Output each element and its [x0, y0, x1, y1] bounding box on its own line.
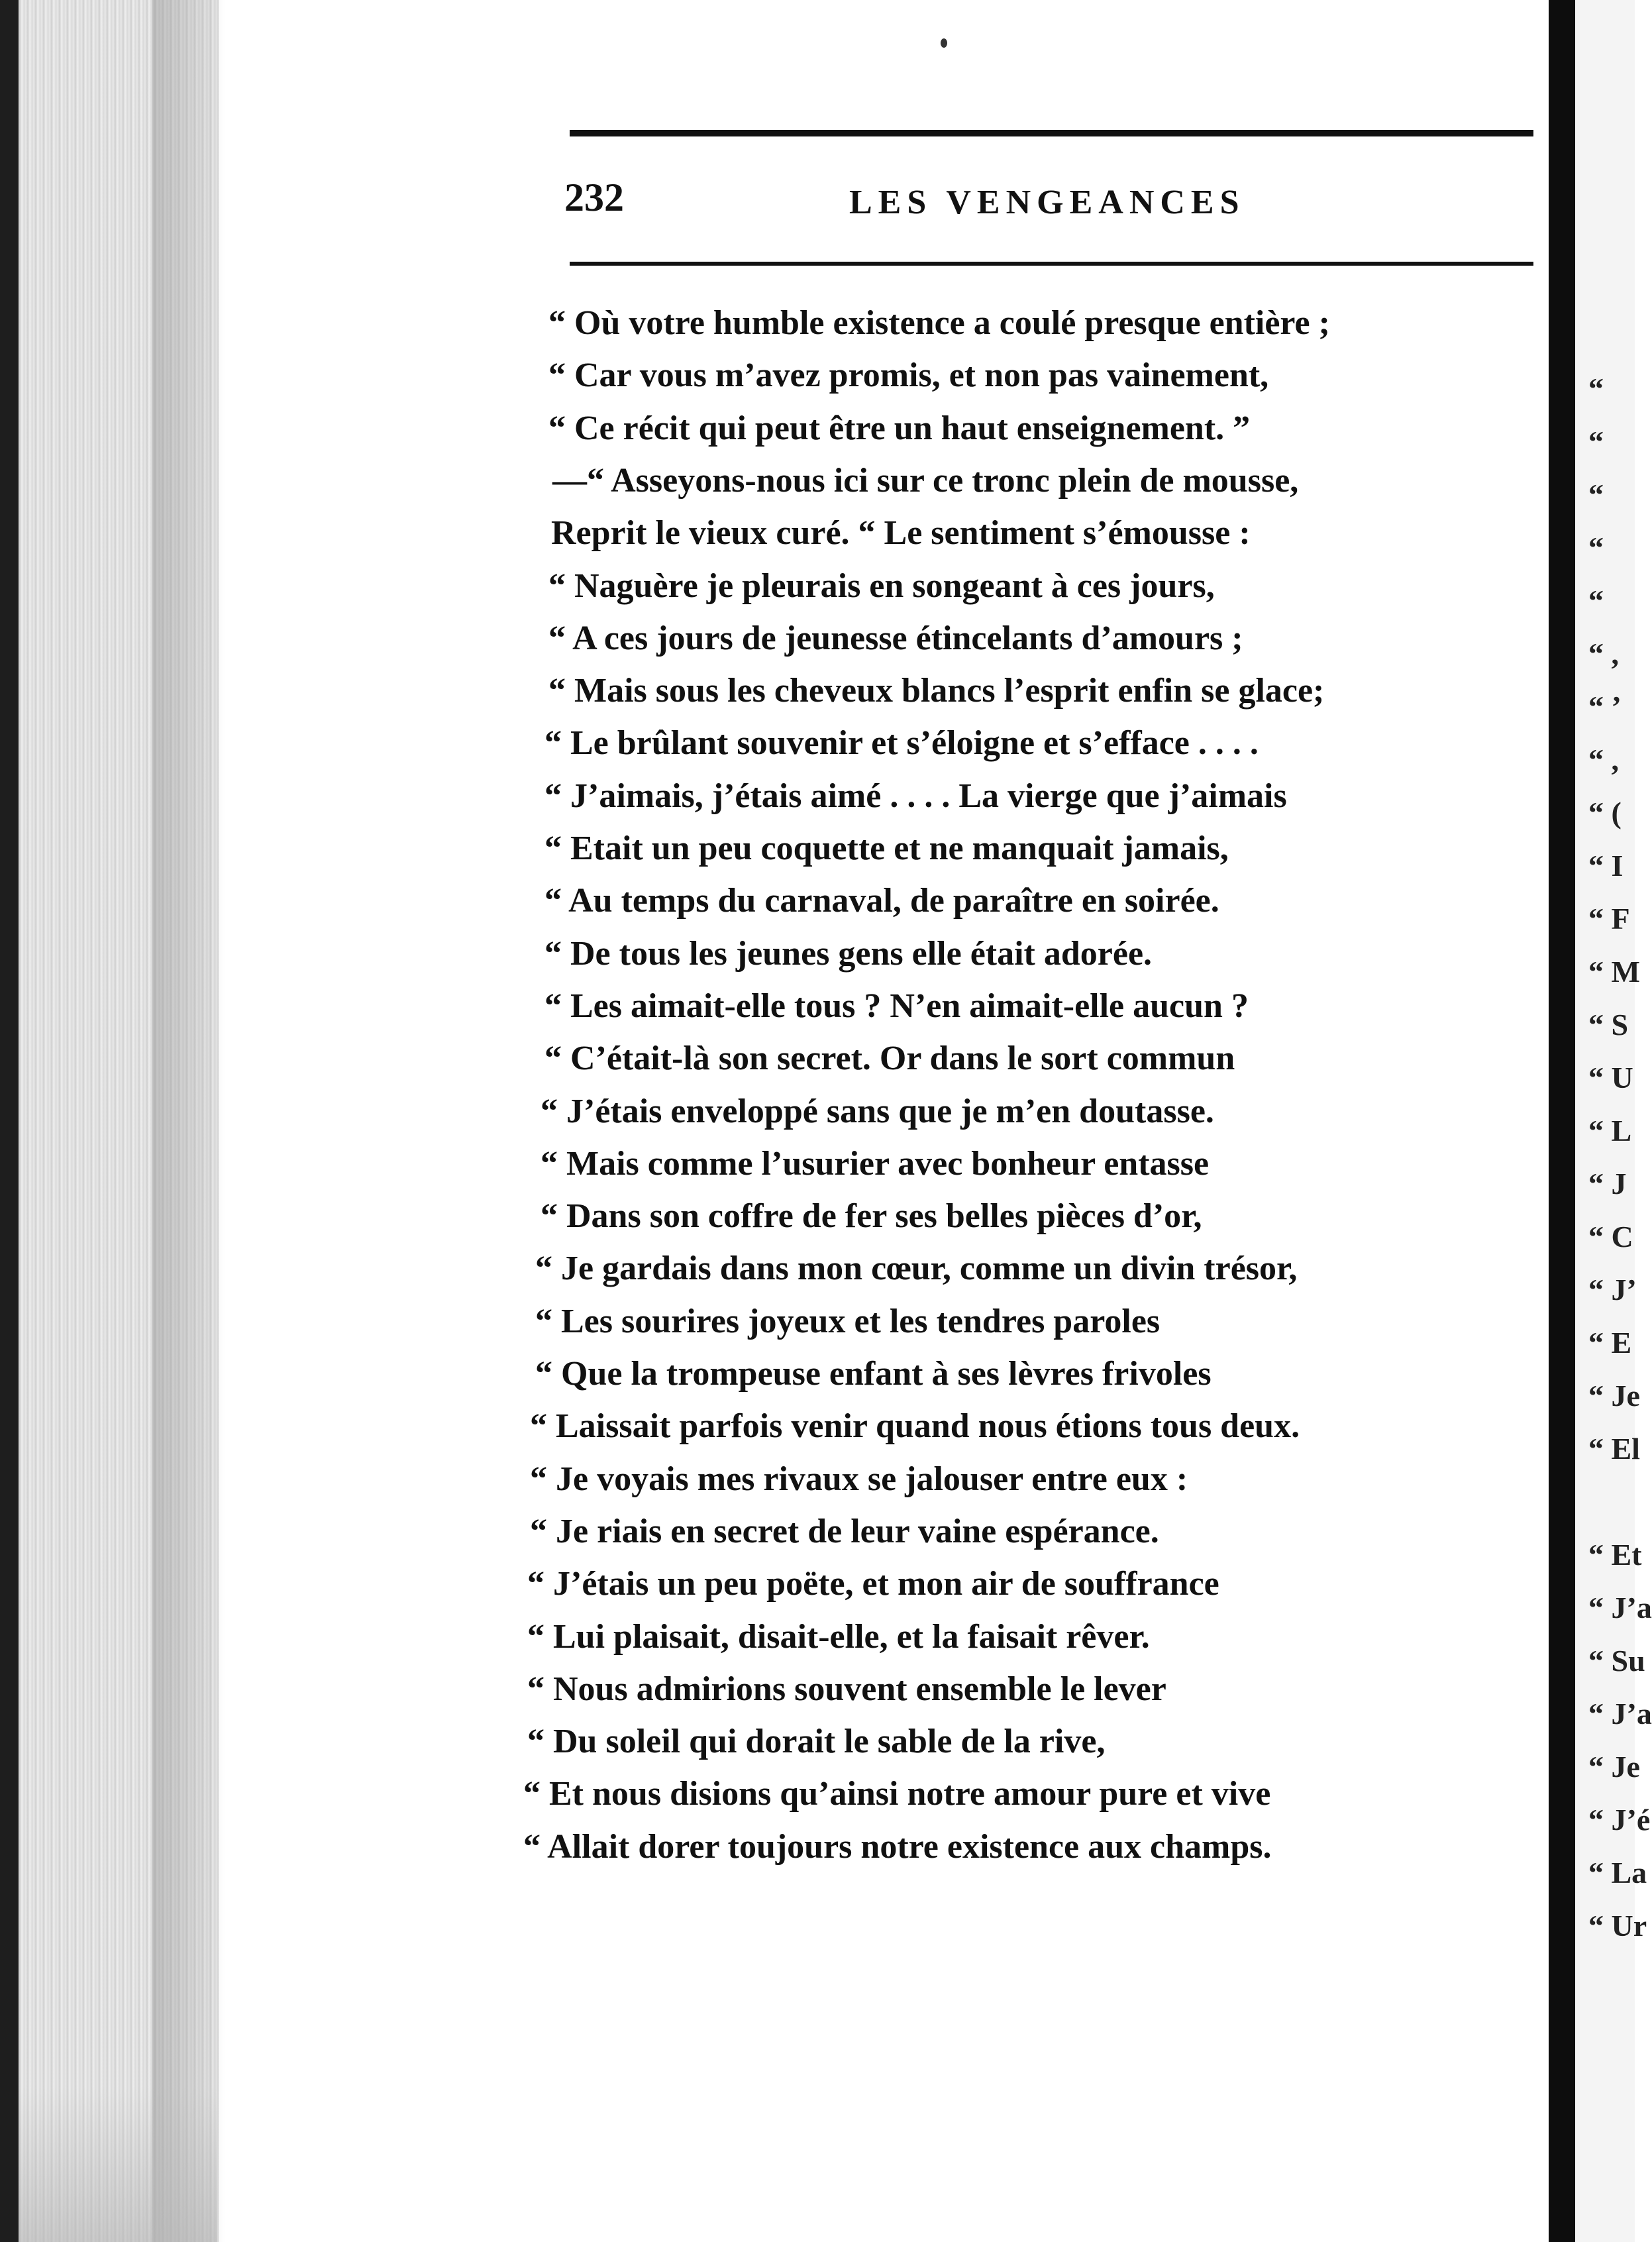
- verse-line: “ C’était-là son secret. Or dans le sort commun: [544, 1040, 1235, 1077]
- verse-line: “ Que la trompeuse enfant à ses lèvres frivoles: [535, 1355, 1212, 1393]
- verse-line: “ A ces jours de jeunesse étincelants d’amours ;: [548, 619, 1243, 657]
- book-spine-shadow: [0, 0, 19, 2242]
- verse-line: “ Je riais en secret de leur vaine espérance.: [530, 1513, 1159, 1550]
- verse-line: “ Lui plaisait, disait-elle, et la faisait rêver.: [527, 1618, 1150, 1656]
- verse-line: “ Les sourires joyeux et les tendres paroles: [535, 1303, 1161, 1340]
- verse-line: “ J’étais un peu poëte, et mon air de souffrance: [527, 1565, 1219, 1603]
- facing-page-fragment: [1575, 0, 1652, 2242]
- verse-line: “ Allait dorer toujours notre existence aux champs.: [523, 1828, 1272, 1866]
- facing-page-line: “ Ur: [1588, 1909, 1647, 1943]
- verse-line: “ Où votre humble existence a coulé presque entière ;: [548, 304, 1330, 342]
- facing-page-line: “ Je: [1588, 1750, 1640, 1784]
- facing-page-line: “ ,: [1588, 637, 1619, 670]
- verse-line: “ Le brûlant souvenir et s’éloigne et s’efface . . . .: [544, 724, 1259, 762]
- facing-page-line: “ E: [1588, 1326, 1632, 1360]
- print-speck: [941, 38, 947, 48]
- verse-line: “ Laissait parfois venir quand nous étions tous deux.: [530, 1407, 1300, 1445]
- verse-line: Reprit le vieux curé. “ Le sentiment s’émousse :: [551, 514, 1251, 552]
- book-gutter: [1549, 0, 1575, 2242]
- verse-line: “ Naguère je pleurais en songeant à ces jours,: [548, 567, 1215, 605]
- verse-line: “ De tous les jeunes gens elle était adorée.: [544, 935, 1153, 973]
- verse-line: “ Au temps du carnaval, de paraître en soirée.: [544, 882, 1219, 920]
- verse-line: “ Les aimait-elle tous ? N’en aimait-elle aucun ?: [544, 987, 1249, 1025]
- facing-page-line: “ U: [1588, 1061, 1633, 1094]
- facing-page-line: “ Je: [1588, 1379, 1640, 1413]
- page-edge-bottom-shading: [19, 2087, 217, 2242]
- page-edge-shading: [152, 0, 225, 2242]
- facing-page-line: “ J’: [1588, 1273, 1637, 1307]
- verse-line: “ Car vous m’avez promis, et non pas vainement,: [548, 356, 1269, 394]
- facing-page-line: “ J’a: [1588, 1697, 1652, 1731]
- verse-line: —“ Asseyons-nous ici sur ce tronc plein de mousse,: [552, 462, 1299, 500]
- facing-page-line: “: [1588, 425, 1604, 458]
- verse-line: “ Et nous disions qu’ainsi notre amour pure et vive: [523, 1775, 1271, 1813]
- facing-page-line: “ L: [1588, 1114, 1632, 1148]
- verse-line: “ J’aimais, j’étais aimé . . . . La vierge que j’aimais: [544, 777, 1287, 815]
- verse-line: “ J’étais enveloppé sans que je m’en doutasse.: [541, 1093, 1214, 1130]
- facing-page-line: “ S: [1588, 1008, 1629, 1041]
- facing-page-line: “: [1588, 531, 1604, 564]
- facing-page-line: “ C: [1588, 1220, 1633, 1254]
- facing-page-line: “ M: [1588, 955, 1640, 988]
- verse-line: “ Nous admirions souvent ensemble le lever: [527, 1670, 1166, 1708]
- facing-page-line: “ (: [1588, 796, 1622, 829]
- header-rule-top: [570, 130, 1533, 136]
- running-title: LES VENGEANCES: [849, 184, 1245, 221]
- facing-page-line: “ J’a: [1588, 1591, 1652, 1625]
- facing-page-line: “ El: [1588, 1432, 1640, 1466]
- verse-line: “ Dans son coffre de fer ses belles pièces d’or,: [541, 1197, 1202, 1235]
- facing-page-line: “ J: [1588, 1167, 1627, 1201]
- verse-line: “ Ce récit qui peut être un haut enseignement. ”: [548, 409, 1251, 447]
- facing-page-line: “ I: [1588, 849, 1624, 882]
- facing-page-line: “ ’: [1588, 690, 1622, 723]
- facing-page-line: “: [1588, 372, 1604, 405]
- header-rule-bottom: [570, 262, 1533, 266]
- verse-line: “ Mais comme l’usurier avec bonheur entasse: [541, 1145, 1210, 1183]
- verse-line: “ Etait un peu coquette et ne manquait jamais,: [544, 829, 1229, 867]
- facing-page-line: “ F: [1588, 902, 1630, 935]
- facing-page-line: “ Su: [1588, 1644, 1645, 1678]
- verse-line: “ Je voyais mes rivaux se jalouser entre eux :: [530, 1460, 1188, 1498]
- facing-page-line: “ La: [1588, 1856, 1647, 1890]
- facing-page-line: “: [1588, 584, 1604, 617]
- verse-line: “ Mais sous les cheveux blancs l’esprit enfin se glace;: [548, 672, 1325, 710]
- verse-line: “ Je gardais dans mon cœur, comme un divin trésor,: [535, 1250, 1298, 1287]
- verse-line: “ Du soleil qui dorait le sable de la rive,: [527, 1723, 1106, 1760]
- page-number: 232: [564, 176, 624, 219]
- facing-page-line: “ J’é: [1588, 1803, 1651, 1837]
- facing-page-line: “: [1588, 478, 1604, 511]
- facing-page-line: “ ,: [1588, 743, 1619, 776]
- facing-page-line: “ Et: [1588, 1538, 1642, 1572]
